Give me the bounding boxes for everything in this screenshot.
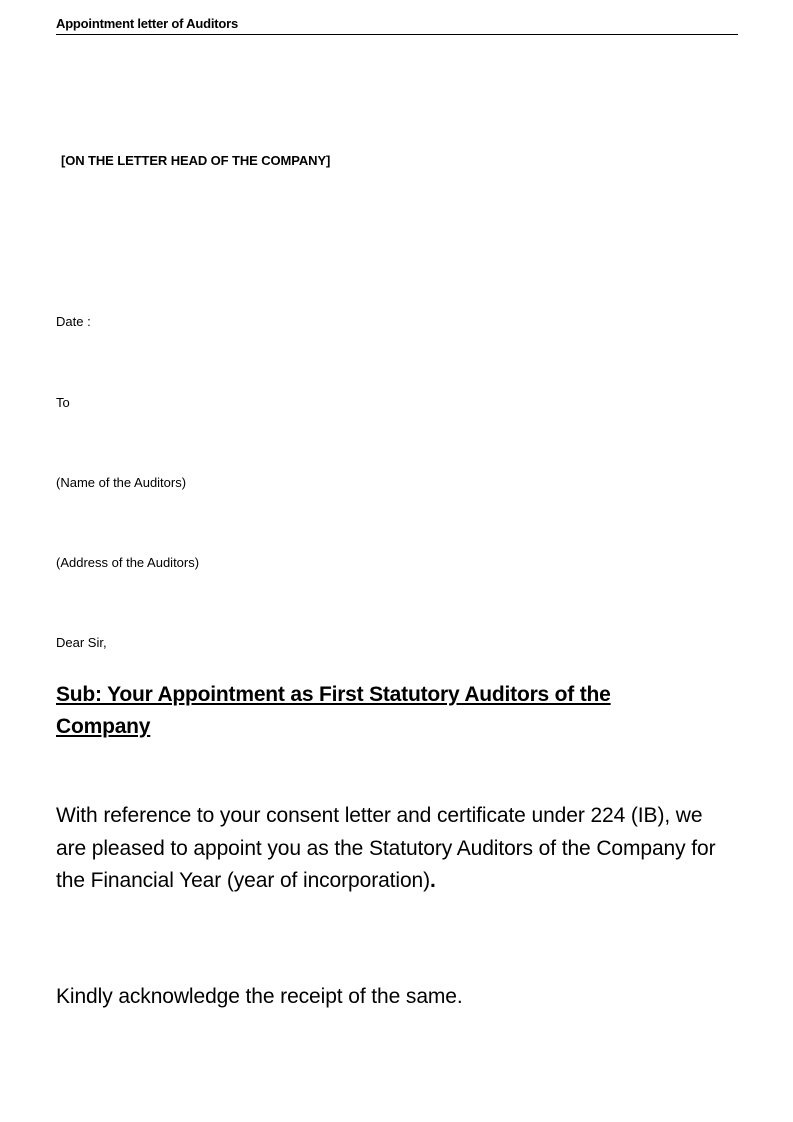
body-paragraph bbox=[56, 800, 736, 898]
salutation: Dear Sir, bbox=[56, 635, 107, 650]
date-label: Date : bbox=[56, 314, 91, 329]
subject-line: Sub: Your Appointment as First Statutory Auditors of the Company bbox=[56, 683, 611, 738]
body-end-punctuation: . bbox=[430, 869, 436, 892]
auditor-name-placeholder: (Name of the Auditors) bbox=[56, 475, 187, 490]
closing-line: Kindly acknowledge the receipt of the same. bbox=[56, 985, 463, 1008]
to-label: To bbox=[56, 395, 70, 410]
page-header bbox=[56, 15, 738, 35]
body-text: With reference to your consent letter and certificate under 224 (IB), we are pleased to appoint you as the Statutory Auditors of the Company for the Financial Year (year of incorporation) bbox=[56, 804, 716, 892]
header-title: Appointment letter of Auditors bbox=[56, 16, 239, 31]
auditor-address-placeholder: (Address of the Auditors) bbox=[56, 555, 200, 570]
letterhead-note: [ON THE LETTER HEAD OF THE COMPANY] bbox=[61, 153, 331, 168]
